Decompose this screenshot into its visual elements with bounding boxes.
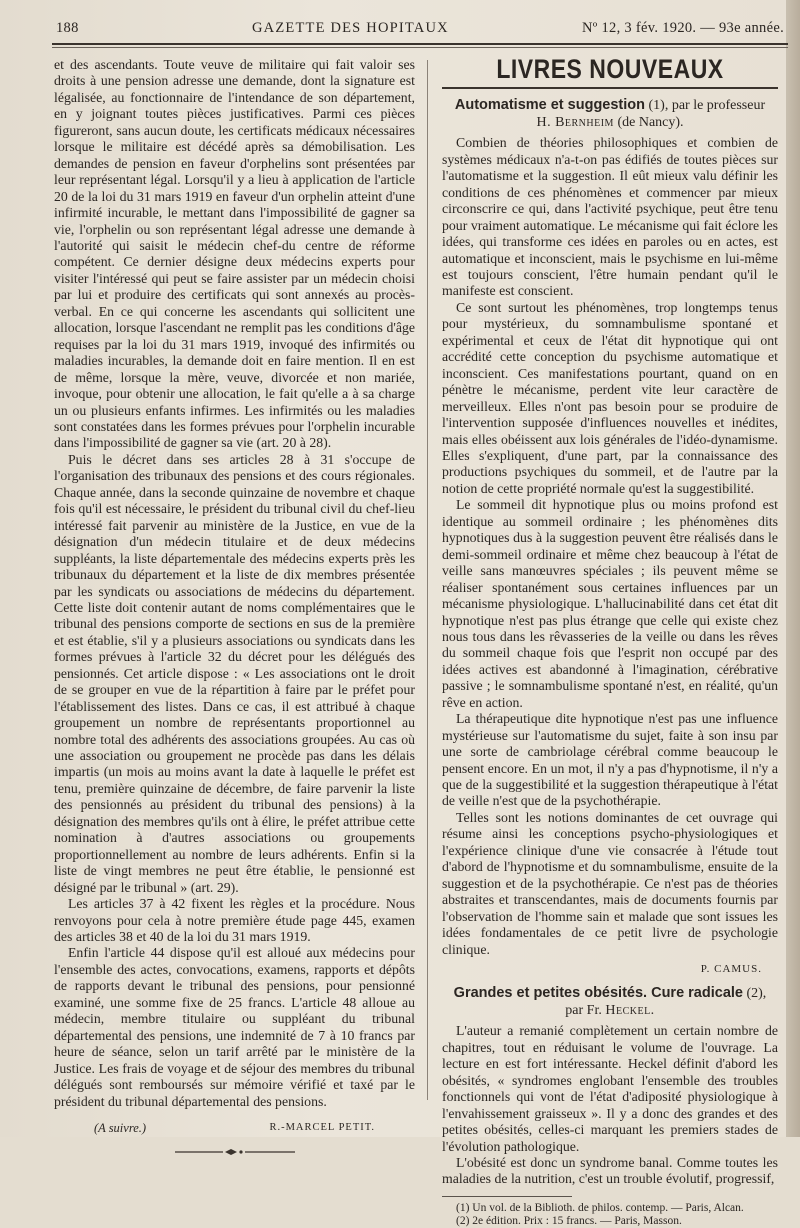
review-paragraph: La thérapeutique dite hypnotique n'est pas une influence mystérieuse sur l'automatisme du sujet, faite à son insu par une sorte de cambriolage cérébral comme beaucoup le pensent encore. En un mot, il n'y a pas d'hypnotisme, il n'y a que de la suggestibilité et la suggestion thérapeutique à l'état de veille n'est que de la psychothérapie. — [442, 711, 778, 809]
footnote-ref: (2), — [746, 986, 767, 1002]
review-paragraph: L'obésité est donc un syndrome banal. Comme toutes les maladies de la nutrition, c'est un trouble évolutif, progressif, — [442, 1155, 778, 1187]
review-paragraph: Telles sont les notions dominantes de cet ouvrage qui résume ainsi les conceptions psycho-physiologiques et l'expérience clinique d'une vie consacrée à l'étude tout d'abord de l'hypnotisme et du somnambulisme, ensuite de la suggestion et de la psychothérapie. Ce n'est pas de théories abstraites et transcendantes, mais de documents fournis par l'observation de l'homme sain et malade que sont issues les idées fondamentales de ce petit livre de psychologie clinique. — [442, 809, 778, 957]
review-paragraph: Le sommeil dit hypnotique plus ou moins profond est identique au sommeil ordinaire ; les phénomènes dits hypnotiques dus à la suggestion peuvent être réalisés dans le demi-sommeil ordinaire et même chez beaucoup à l'état de veille sans manœuvres spéciales ; ils peuvent même se réaliser spontanément sous certaines influences par un mécanisme physiologique. L'hallucinabilité dans cet état dit hypnotique n'est pas plus étrange que celle qui existe chez nous tous dans les rêvasseries de la veille ou dans les rêves du sommeil chaque fois que l'esprit non occupé par des idées actives est abandonné à l'imagination, cérébrative passive ; le somnambulisme spontané n'est, en réalité, qu'un rêve en action. — [442, 497, 778, 710]
column-divider — [427, 60, 428, 1100]
book-title: Automatisme et suggestion — [454, 97, 645, 114]
book-title: Grandes et petites obésités. Cure radicale — [453, 985, 743, 1002]
book-author: H. Bernheim — [536, 114, 614, 130]
page-number: 188 — [56, 20, 79, 36]
page-edge-shadow — [786, 0, 800, 1137]
issue-info: Nº 12, 3 fév. 1920. — 93e année. — [581, 20, 784, 36]
journal-title: GAZETTE DES HOPITAUX — [252, 20, 449, 36]
book-review-heading — [442, 985, 778, 1019]
article-paragraph: Puis le décret dans ses articles 28 à 31 s'occupe de l'organisation des tribunaux des pensions et des cours régionales. Chaque année, dans la seconde quinzaine de novembre et chaque fois qu'il est nécessaire, le président du tribunal civil du chef-lieu intéressé fait parvenir au ministère de la Justice, en vue de la désignation d'un médecin titulaire et de deux médecins suppléants, la liste départementale des médecins experts près les tribunaux du département et la liste de dix membres présentée par les syndicats ou associations de médecins du département. Cette liste doit contenir autant de noms complémentaires que le tribunal des pensions comporte de sections en sus de la première et est établie, s'il y a plusieurs associations ou syndicats dans les formes prévues à l'article 32 du décret pour les délégués des pensionnés. Cet article dispose : « Les associations ont le droit de se grouper en vue de la répartition à faire par le préfet pour l'établissement des listes. Dans ce cas, il est attribué à chaque groupement un nombre de représentants proportionnel au nombre total des adhérents des associations groupées. Au cas où une association ou groupement ne procède pas dans les délais impartis (un mois au moins avant la date à laquelle le préfet est tenu, première quinzaine de décembre, de faire parvenir la liste des pensionnés au président du tribunal des pensions) à la désignation des membres qu'ils ont à élire, le préfet attribue cette nomination à d'autres associations ou groupements proportionnellement au nombre de leurs adhérents. Enfin si la liste de vingt membres ne peut être établie, le pensionné est désigné par le tribunal » (art. 29). — [54, 451, 415, 895]
review-signature: P. CAMUS. — [700, 963, 762, 976]
book-review-heading — [442, 97, 778, 131]
header-rule-thin — [52, 47, 788, 48]
footnote-ref: (1) — [648, 98, 665, 114]
running-header — [56, 20, 784, 42]
section-title: LIVRES NOUVEAUX — [496, 54, 724, 84]
byline: par Fr. — [565, 1002, 602, 1018]
book-author: Heckel. — [605, 1002, 655, 1018]
right-column — [442, 54, 778, 1228]
article-paragraph: Les articles 37 à 42 fixent les règles et la procédure. Nous renvoyons pour cela à notre première étude page 445, examen des articles 38 et 40 de la loi du 31 mars 1919. — [54, 896, 415, 945]
end-ornament-icon — [175, 1148, 295, 1156]
byline: , par le professeur — [664, 98, 766, 114]
article-signoff — [94, 1120, 375, 1136]
header-rule — [52, 43, 788, 45]
footnote-rule — [442, 1196, 572, 1197]
footnote: (1) Un vol. de la Biblioth. de philos. contemp. — Paris, Alcan. — [456, 1201, 744, 1214]
review-paragraph: Ce sont surtout les phénomènes, trop longtemps tenus pour mystérieux, du somnambulisme spontané et expérimental et ceux de l'état dit hypnotique qui ont accrédité cette conception du psychisme automatique et inconscient. Ces manifestations pourtant, quand on en pénètre le mécanisme, perdent vite leur caractère de merveilleux. Elles n'ont pas besoin pour se produire de l'intervention supposée d'influences nouvelles et inédites, mais elles obéissent aux lois générales de l'idéo-dynamisme. Elles s'expliquent, d'une part, par la connaissance des productions psychiques du sommeil, et de l'autre par la notion de cette propriété normale qu'est la suggestibilité. — [442, 299, 778, 496]
footnote: (2) 2e édition. Prix : 15 francs. — Paris, Masson. — [456, 1214, 682, 1227]
review-paragraph: L'auteur a remanié complètement un certain nombre de chapitres, tout en réduisant le volume de l'ouvrage. La lecture en est fort intéressante. Heckel définit d'abord les obésités, « syndromes englobant l'ensemble des troubles fonctionnels qui vont de l'état d'adiposité physiologique à l'envahissement graisseux ». Il y a donc des grandes et des petites obésités, celles-ci marquant les premiers stades de l'évolution pathologique. — [442, 1023, 778, 1154]
article-author: R.-MARCEL PETIT. — [269, 1122, 375, 1133]
review-paragraph: Combien de théories philosophiques et combien de systèmes médicaux n'a-t-on pas édifiés de toutes pièces sur l'automatisme et la suggestion. Il eût mieux valu définir les conditions de ces phénomènes et commencer par mieux circonscrire ce qui, dans l'activité psychique, peut être tenu pour vraiment automatique. Le mécanisme qui fait éclore les idées, qui transforme ces idées en paroles ou en actes, est automatique et inconscient, mais le psychisme en lui-même est toujours conscient, l'être humain pendant qu'il le manifeste est conscient. — [442, 135, 778, 299]
article-paragraph: Enfin l'article 44 dispose qu'il est alloué aux médecins pour l'ensemble des actes, convocations, examens, rapports et dépôts de rapports devant le tribunal des pensions, pour pensionné examiné, une somme fixe de 25 francs. L'article 48 alloue au médecin, membre titulaire ou suppléant du tribunal départemental des pensions, une indemnité de 7 à 10 francs par heure de séance, selon un tarif arrêté par le ministère de la Justice. Les frais de voyage et de séjour des membres du tribunal délégués sont remboursés sur mémoire vérifié et taxé par le président du tribunal départemental des pensions. — [54, 945, 415, 1109]
to-be-continued: (A suivre.) — [94, 1121, 147, 1135]
author-affiliation: (de Nancy). — [617, 114, 684, 130]
article-paragraph: et des ascendants. Toute veuve de militaire qui fait valoir ses droits à une pension adresse une demande, dont la signature est légalisée, au fonctionnaire de l'intendance de son département, en y joignant toutes pièces justificatives. Parmi ces pièces figureront, sans aucun doute, les certificats médicaux nécessaires lorsque le militaire est décédé après sa démobilisation. Les demandes de pension en faveur d'orphelins sont présentées par leur représentant légal. Lorsqu'il y a lieu à application de l'article 20 de la loi du 31 mars 1919 en faveur d'un orphelin atteint d'une infirmité incurable, le mettant dans l'impossibilité de gagner sa vie, l'orphelin ou son représentant légal adresse une demande à l'autorité qui saisit le médecin chef-du centre de réforme compétent. Ce dernier désigne deux médecins experts pour visiter l'intéressé qui peut se faire assister par un médecin choisi par lui et produire des certificats qui sont annexés au procès-verbal. En ce qui concerne les ascendants qui sollicitent une allocation, lorsque l'ascendant ne remplit pas les conditions d'âge requises par la loi du 31 mars 1919, invoqué des infirmités ou maladies incurables, la demande doit en faire mention. Il en est de même, lorsque la mère, veuve, divorcée et non mariée, invoque, pour obtenir une allocation, le fait qu'elle a à sa charge un ou plusieurs enfants infirmes. Les infirmités ou les maladies sont constatées dans les formes prévues pour l'orphelin incurable dans l'impossibilité de gagner sa vie (art. 20 à 28). — [54, 57, 415, 451]
left-column — [54, 57, 415, 1156]
section-title-rule — [442, 87, 778, 89]
